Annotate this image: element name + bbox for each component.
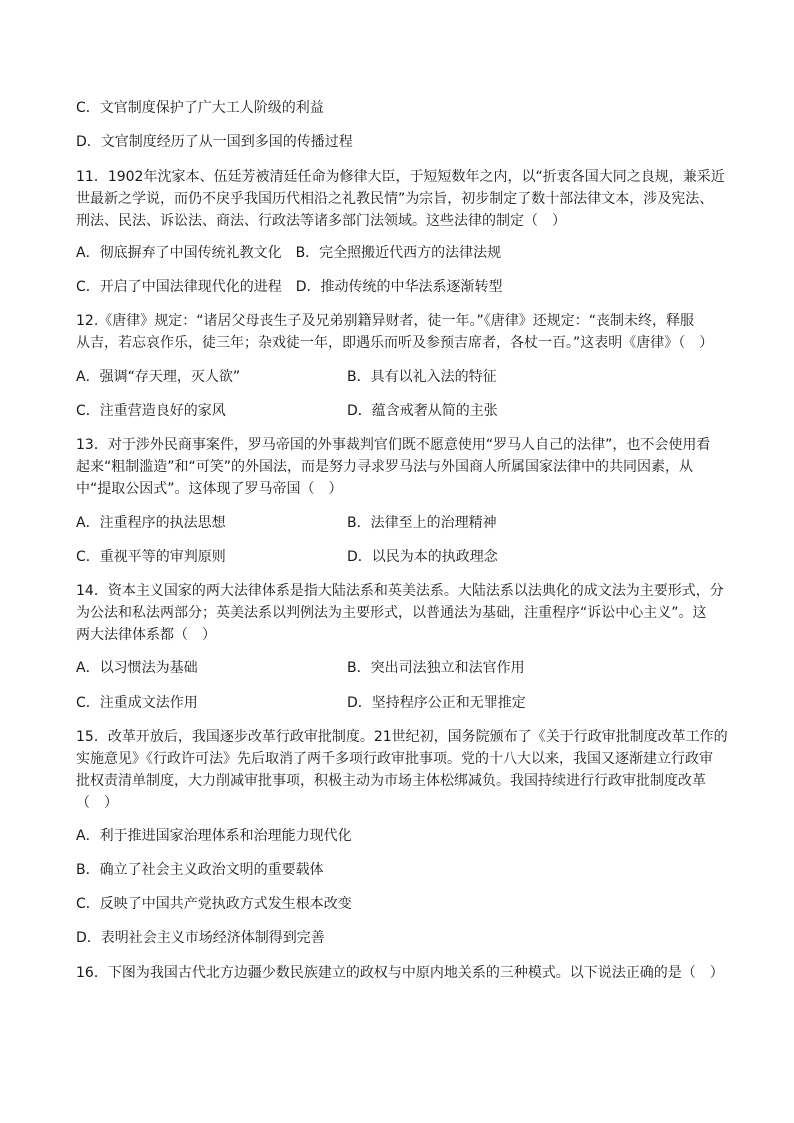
question-12-option-b: B．具有以礼入法的特征 (347, 369, 497, 385)
question-14-line-3: 两大法律体系都（ ） (76, 627, 216, 643)
question-13-line-3: 中“提取公因式”。这体现了罗马帝国（ ） (76, 481, 343, 497)
question-13-line-1: 13．对于涉外民商事案件，罗马帝国的外事裁判官们既不愿意使用“罗马人自己的法律”，也不会使用看 (76, 437, 711, 453)
question-13-option-b: B．法律至上的治理精神 (347, 515, 497, 531)
question-15-option-c: C．反映了中国共产党执政方式发生根本改变 (76, 896, 352, 912)
question-15-line-2: 实施意见》《行政许可法》先后取消了两千多项行政审批事项。党的十八大以来，我国又逐渐建立行政审 (76, 751, 713, 767)
question-11-line-2: 世最新之学说，而仍不戾乎我国历代相沿之礼教民情”为宗旨，初步制定了数十部法律文本，涉及宪法、 (76, 191, 714, 207)
question-13-line-2: 起来“粗制滥造”和“可笑”的外国法，而是努力寻求罗马法与外国商人所属国家法律中的共同因素，从 (76, 459, 694, 475)
question-11-options-ab: A．彻底摒弃了中国传统礼教文化 B．完全照搬近代西方的法律法规 (76, 245, 502, 261)
question-14-line-2: 为公法和私法两部分；英美法系以判例法为主要形式，以普通法为基础，注重程序“诉讼中心主义”。这 (76, 605, 707, 621)
question-12-option-c: C．注重营造良好的家风 (76, 403, 226, 419)
question-14-option-a: A．以习惯法为基础 (76, 660, 198, 676)
question-15-option-d: D．表明社会主义市场经济体制得到完善 (76, 930, 325, 946)
question-15-option-b: B．确立了社会主义政治文明的重要载体 (76, 862, 324, 878)
question-15-line-4: （ ） (76, 795, 118, 811)
question-14-option-c: C．注重成文法作用 (76, 695, 198, 711)
question-12-option-d: D．蕴含戒奢从简的主张 (347, 403, 498, 419)
question-12-option-a: A．强调“存天理，灭人欲” (76, 369, 241, 385)
question-13-option-c: C．重视平等的审判原则 (76, 549, 226, 565)
question-13-option-a: A．注重程序的执法思想 (76, 515, 226, 531)
question-14-option-b: B．突出司法独立和法官作用 (347, 660, 525, 676)
question-12-line-1: 12.《唐律》规定：“诸居父母丧生子及兄弟别籍异财者，徒一年。”《唐律》还规定：“丧制未终，释服 (76, 313, 695, 329)
question-12-line-2: 从吉，若忘哀作乐，徒三年；杂戏徒一年，即遇乐而听及参预吉席者，各杖一百。”这表明《唐律》（ ） (76, 335, 714, 351)
question-15-line-1: 15．改革开放后，我国逐步改革行政审批制度。21世纪初，国务院颁布了《关于行政审批制度改革工作的 (76, 729, 728, 745)
prev-option-d: D．文官制度经历了从一国到多国的传播过程 (76, 134, 353, 150)
prev-option-c: C．文官制度保护了广大工人阶级的利益 (76, 100, 324, 116)
question-15-line-3: 批权责清单制度，大力削减审批事项，积极主动为市场主体松绑减负。我国持续进行行政审批制度改革 (76, 773, 706, 789)
question-16-line-1: 16．下图为我国古代北方边疆少数民族建立的政权与中原内地关系的三种模式。以下说法正确的是（ ） (76, 965, 724, 981)
question-11-line-3: 刑法、民法、诉讼法、商法、行政法等诸多部门法领域。这些法律的制定（ ） (76, 213, 566, 229)
question-11-options-cd: C．开启了中国法律现代化的进程 D．推动传统的中华法系逐渐转型 (76, 279, 503, 295)
question-14-option-d: D．坚持程序公正和无罪推定 (347, 695, 526, 711)
question-15-option-a: A．利于推进国家治理体系和治理能力现代化 (76, 828, 352, 844)
question-14-line-1: 14．资本主义国家的两大法律体系是指大陆法系和英美法系。大陆法系以法典化的成文法为主要形式，分 (76, 583, 724, 599)
question-13-option-d: D．以民为本的执政理念 (347, 549, 498, 565)
question-11-line-1: 11．1902年沈家本、伍廷芳被清廷任命为修律大臣，于短短数年之内，以“折衷各国大同之良规，兼采近 (76, 169, 725, 185)
